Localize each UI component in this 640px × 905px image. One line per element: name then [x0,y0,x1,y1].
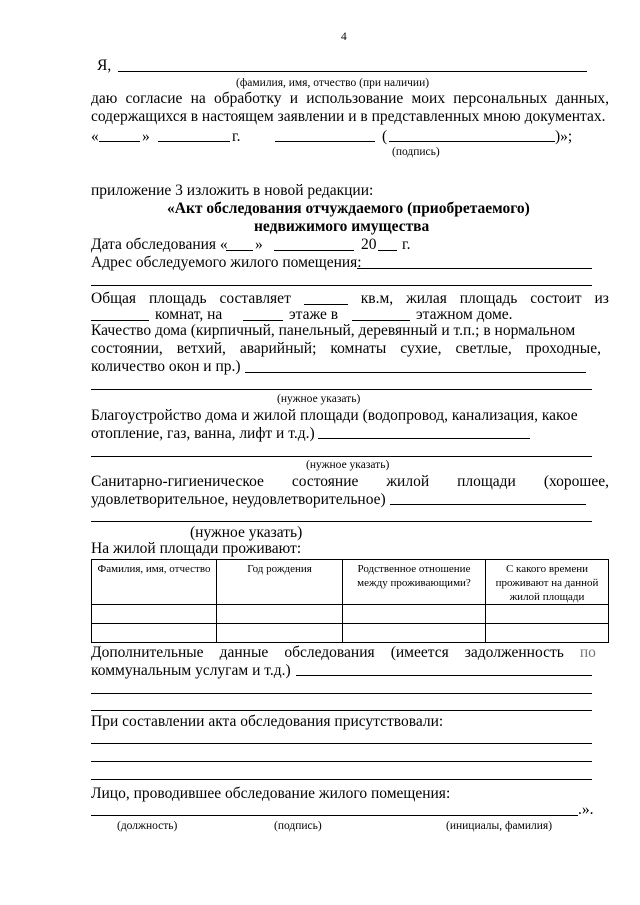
table-header-row [92,560,609,605]
floor-line[interactable] [243,320,283,321]
consent-day-line[interactable] [99,141,140,142]
inspection-year-suffix: г. [402,236,411,253]
caption-name: (инициалы, фамилия) [446,820,553,832]
present-label: При составлении акта обследования присутствовали: [91,713,444,730]
name-caption: (фамилия, имя, отчество (при наличии) [236,77,430,89]
area-line: Общая площадь составляет кв.м, жилая площадь состоит из [91,290,609,307]
table-cell[interactable] [217,605,343,624]
inspection-year-prefix: 20 [361,236,377,253]
additional-input-line-2[interactable] [91,693,592,694]
floors-count-line[interactable] [352,320,410,321]
header-relation: Родственное отношение между проживающими? [343,560,486,605]
table-cell[interactable] [92,624,217,643]
present-input-line-1[interactable] [91,743,592,744]
specify-caption-1: (нужное указать) [277,393,361,405]
table-cell[interactable] [343,624,486,643]
table-cell[interactable] [486,605,609,624]
header-since: С какого времени проживают на данной жилой площади [486,560,609,605]
header-full-name: Фамилия, имя, отчество [92,560,217,605]
address-line-2[interactable] [91,285,592,286]
inspection-date-close: » [255,236,263,253]
consent-date-open: « [91,128,99,145]
address-line-1[interactable] [357,268,592,269]
amenities-input-line-2[interactable] [91,456,592,457]
inspection-month-line[interactable] [274,250,354,251]
consent-line1: даю согласие на обработку и использование моих персональных данных, [91,90,609,107]
sanitary-line1: Санитарно-гигиеническое состояние жилой площади (хорошее, [91,473,609,490]
caption-signature: (подпись) [274,820,322,832]
page-number: 4 [341,31,347,43]
quality-input-line-2[interactable] [91,389,592,390]
additional-line1: Дополнительные данные обследования (имеется задолженность по [91,644,596,661]
amenities-input-line-1[interactable] [318,438,530,439]
inspector-input-line[interactable] [91,815,578,816]
signature-line[interactable] [275,141,375,142]
table-row [92,624,609,643]
additional-input-line-3[interactable] [91,710,592,711]
rooms-part3: этажном доме. [416,306,513,323]
amenities-line1: Благоустройство дома и жилой площади (водопровод, канализация, какое [91,407,578,424]
quality-line3: количество окон и пр.) [91,358,241,375]
residents-label: На жилой площади проживают: [91,540,302,557]
act-title-line1: «Акт обследования отчуждаемого (приобретаемого) [167,200,530,217]
present-input-line-2[interactable] [91,761,592,762]
signature-caption: (подпись) [392,146,440,158]
rooms-part2: этаже в [289,306,339,323]
table-cell[interactable] [217,624,343,643]
table-row [92,605,609,624]
table-cell[interactable] [92,605,217,624]
present-input-line-3[interactable] [91,779,592,780]
additional-line2: коммунальным услугам и т.д.) [91,662,291,679]
consent-month-line[interactable] [158,141,230,142]
header-birth-year: Год рождения [217,560,343,605]
sign-name-line[interactable] [389,141,555,142]
quality-line2: состоянии, ветхий, аварийный; комнаты сухие, светлые, проходные, [91,340,601,357]
rooms-part1: комнат, на [155,306,223,323]
table-cell[interactable] [486,624,609,643]
rooms-count-line[interactable] [91,320,149,321]
act-title-line2: недвижимого имущества [254,218,430,235]
inspection-date-label: Дата обследования « [91,236,228,253]
sign-close: )»; [555,128,573,145]
consent-year-label: г. [232,128,241,145]
amenities-line2: отопление, газ, ванна, лифт и т.д.) [91,425,315,442]
total-area-field[interactable] [304,290,348,305]
inspector-label: Лицо, проводившее обследование жилого помещения: [91,785,451,802]
residents-table [91,559,609,643]
specify-caption-3: (нужное указать) [190,524,303,541]
quality-input-line-1[interactable] [245,372,586,373]
table-cell[interactable] [343,605,486,624]
name-line[interactable] [118,71,587,72]
sanitary-input-line-1[interactable] [390,504,586,505]
specify-caption-2: (нужное указать) [306,459,390,471]
quality-line1: Качество дома (кирпичный, панельный, деревянный и т.п.; в нормальном [91,322,576,339]
consent-date-close: » [142,128,150,145]
consent-line2: содержащихся в настоящем заявлении и в представленных мною документах. [91,108,606,125]
inspection-day-line[interactable] [226,250,253,251]
sanitary-line2: удовлетворительное, неудовлетворительное) [91,491,386,508]
additional-input-line-1[interactable] [296,675,592,676]
consent-i-label: Я, [97,57,112,74]
appendix-intro: приложение 3 изложить в новой редакции: [91,182,374,199]
sanitary-input-line-2[interactable] [91,521,592,522]
address-label: Адрес обследуемого жилого помещения: [91,254,362,271]
inspector-end-mark: .». [578,801,594,818]
sign-open: ( [382,128,388,145]
inspection-year-line[interactable] [378,250,397,251]
caption-position: (должность) [117,820,178,832]
